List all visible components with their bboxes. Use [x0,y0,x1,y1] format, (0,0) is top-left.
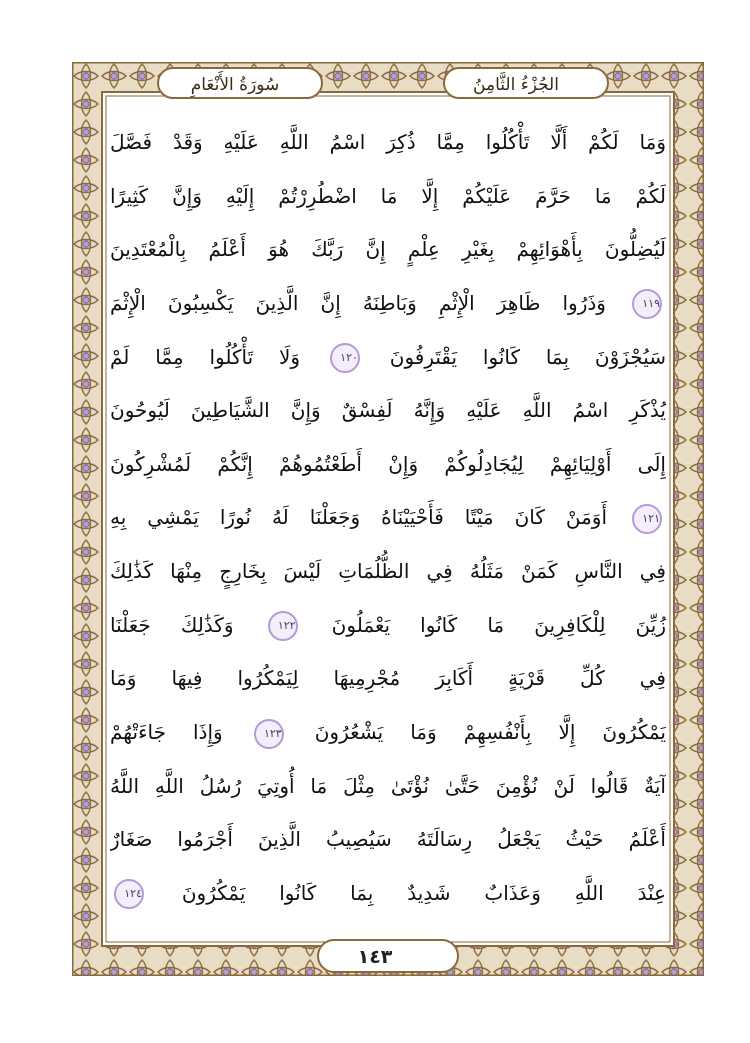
ayah-number-marker: ١٢٣ [254,719,284,749]
text-line [110,599,666,651]
verse-text: لَيُضِلُّونَ بِأَهْوَائِهِمْ بِغَيْرِ عِلْمٍ إِنَّ رَبَّكَ هُوَ أَعْلَمُ بِالْمُعْتَدِينَ [110,237,666,262]
text-line [110,545,666,597]
text-line [110,813,666,865]
verse-text: وَإِذَا جَاءَتْهُمْ [110,720,223,745]
text-line [110,760,666,812]
verse-text: يُذْكَرِ اسْمُ اللَّهِ عَلَيْهِ وَإِنَّهُ لَفِسْقٌ وَإِنَّ الشَّيَاطِينَ لَيُوحُونَ [110,398,666,423]
verse-text: لَكُمْ مَا حَرَّمَ عَلَيْكُمْ إِلَّا مَا اضْطُرِرْتُمْ إِلَيْهِ وَإِنَّ كَثِيرًا [110,183,666,208]
text-line [110,491,666,543]
verse-text: أَعْلَمُ حَيْثُ يَجْعَلُ رِسَالَتَهُ سَيُصِيبُ الَّذِينَ أَجْرَمُوا صَغَارٌ [110,827,666,852]
text-line [110,706,666,758]
verse-text: وَكَذَٰلِكَ جَعَلْنَا [110,612,234,637]
quran-text-panel [110,116,666,919]
page-number: ١٤٣ [357,946,393,968]
text-line [110,652,666,704]
verse-text: زُيِّنَ لِلْكَافِرِينَ مَا كَانُوا يَعْمَلُونَ [331,612,666,637]
ayah-number-marker: ١٢٠ [330,343,360,373]
text-line [110,170,666,222]
verse-text: وَذَرُوا ظَاهِرَ الْإِثْمِ وَبَاطِنَهُ إِنَّ الَّذِينَ يَكْسِبُونَ الْإِثْمَ [110,290,606,315]
surah-label: سُورَةُ الأَنْعَامِ [190,75,280,95]
verse-text: فِي كُلِّ قَرْيَةٍ أَكَابِرَ مُجْرِمِيهَا لِيَمْكُرُوا فِيهَا وَمَا [110,666,666,691]
text-line [110,223,666,275]
text-line [110,438,666,490]
verse-text: سَيُجْزَوْنَ بِمَا كَانُوا يَقْتَرِفُونَ [389,344,666,369]
text-line [110,384,666,436]
verse-text: فِي النَّاسِ كَمَنْ مَثَلُهُ فِي الظُّلُمَاتِ لَيْسَ بِخَارِجٍ مِنْهَا كَذَٰلِكَ [110,559,666,584]
text-line [110,116,666,168]
ayah-number-marker: ١٢١ [632,504,662,534]
ayah-number-marker: ١٢٢ [268,611,298,641]
text-line [110,867,666,919]
verse-text: أَوَمَنْ كَانَ مَيْتًا فَأَحْيَيْنَاهُ وَجَعَلْنَا لَهُ نُورًا يَمْشِي بِهِ [110,505,608,530]
verse-text: وَلَا تَأْكُلُوا مِمَّا لَمْ [110,344,301,369]
text-line [110,331,666,383]
verse-text: وَمَا لَكُمْ أَلَّا تَأْكُلُوا مِمَّا ذُكِرَ اسْمُ اللَّهِ عَلَيْهِ وَقَدْ فَصَّلَ [110,130,666,154]
verse-text: آيَةٌ قَالُوا لَنْ نُؤْمِنَ حَتَّىٰ نُؤْتَىٰ مِثْلَ مَا أُوتِيَ رُسُلُ اللَّهِ اللَّهُ [110,773,666,798]
verse-text: يَمْكُرُونَ إِلَّا بِأَنْفُسِهِمْ وَمَا يَشْعُرُونَ [314,720,666,745]
verse-text: عِنْدَ اللَّهِ وَعَذَابٌ شَدِيدٌ بِمَا كَانُوا يَمْكُرُونَ [181,880,666,905]
text-line [110,277,666,329]
ayah-number-marker: ١١٩ [632,289,662,319]
juz-label: الجُزْءُ الثَّامِنُ [473,75,559,95]
ayah-number-marker: ١٢٤ [114,879,144,909]
verse-text: إِلَى أَوْلِيَائِهِمْ لِيُجَادِلُوكُمْ وَإِنْ أَطَعْتُمُوهُمْ إِنَّكُمْ لَمُشْرِكُونَ [110,451,666,476]
